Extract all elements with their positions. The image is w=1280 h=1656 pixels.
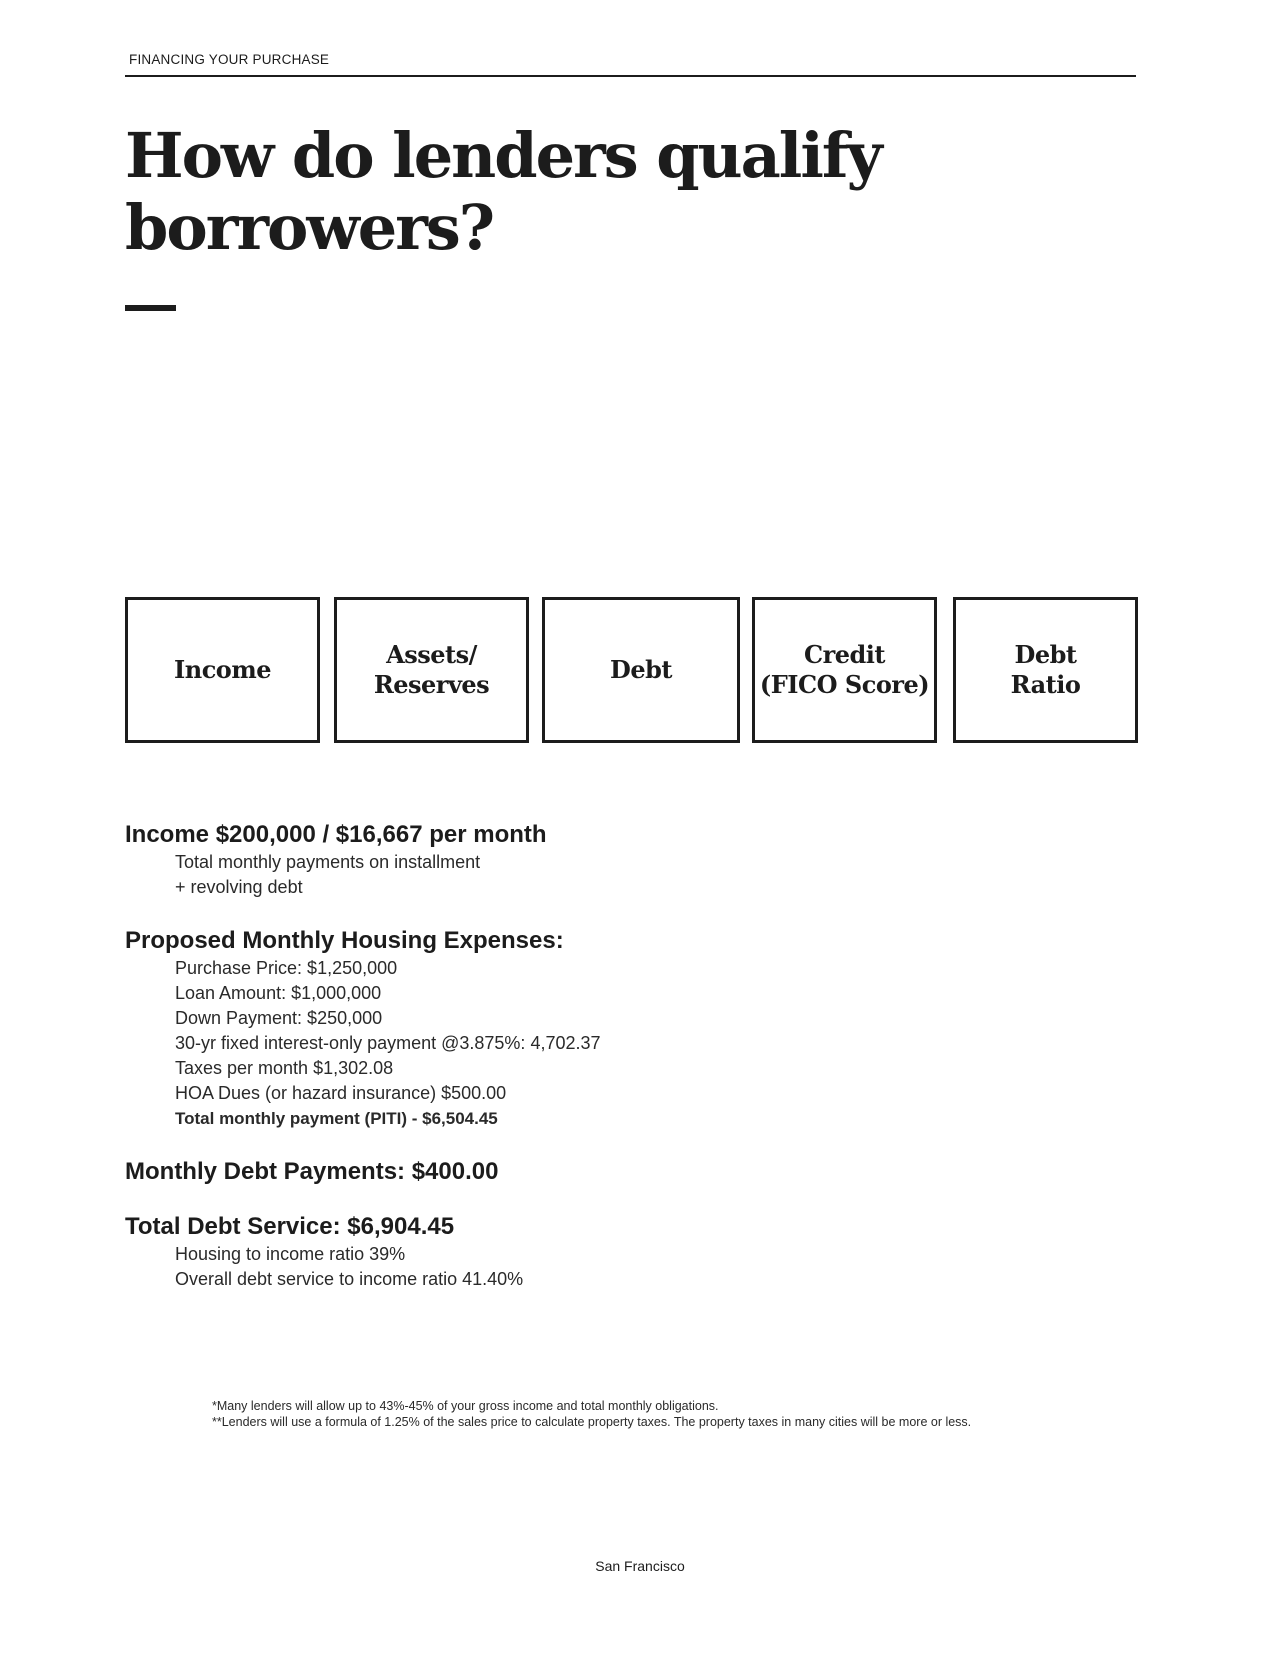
income-details [125, 850, 547, 900]
monthly-debt-section [125, 1157, 498, 1187]
hoa-dues-line: HOA Dues (or hazard insurance) $500.00 [175, 1083, 507, 1103]
housing-expenses-section [125, 926, 601, 1131]
income-section [125, 820, 547, 900]
income-line: + revolving debt [175, 877, 303, 897]
factor-box-assets-reserves: Assets/ Reserves [334, 597, 529, 743]
purchase-price-line: Purchase Price: $1,250,000 [175, 958, 398, 978]
factor-box-income: Income [125, 597, 320, 743]
down-payment-line: Down Payment: $250,000 [175, 1008, 383, 1028]
factor-box-credit: Credit (FICO Score) [752, 597, 937, 743]
overall-ratio-line: Overall debt service to income ratio 41.40% [175, 1269, 524, 1289]
section-label: FINANCING YOUR PURCHASE [129, 52, 330, 67]
total-debt-section [125, 1212, 523, 1292]
title-dash-divider [125, 305, 176, 311]
housing-expenses-heading: Proposed Monthly Housing Expenses: [125, 927, 564, 954]
factor-box-debt-ratio: Debt Ratio [953, 597, 1138, 743]
total-debt-heading: Total Debt Service: $6,904.45 [125, 1213, 455, 1240]
housing-ratio-line: Housing to income ratio 39% [175, 1244, 406, 1264]
interest-payment-line: 30-yr fixed interest-only payment @3.875%: 4,702.37 [175, 1033, 601, 1053]
footer-city: San Francisco [595, 1558, 685, 1574]
factor-box-debt: Debt [542, 597, 740, 743]
footnote: *Many lenders will allow up to 43%-45% of your gross income and total monthly obligations. [212, 1399, 719, 1413]
income-line: Total monthly payments on installment [175, 852, 481, 872]
footnote: **Lenders will use a formula of 1.25% of the sales price to calculate property taxes. The property taxes in many cities will be more or less. [212, 1415, 972, 1429]
housing-expenses-details [125, 956, 601, 1131]
loan-amount-line: Loan Amount: $1,000,000 [175, 983, 382, 1003]
ratio-details [125, 1242, 523, 1292]
monthly-debt-heading: Monthly Debt Payments: $400.00 [125, 1158, 499, 1185]
taxes-line: Taxes per month $1,302.08 [175, 1058, 394, 1078]
income-heading: Income $200,000 / $16,667 per month [125, 821, 547, 848]
header-divider [125, 75, 1136, 77]
total-monthly-payment-line: Total monthly payment (PITI) - $6,504.45 [175, 1109, 498, 1128]
page-title: How do lenders qualify borrowers? [125, 119, 881, 264]
footnotes [212, 1398, 971, 1430]
